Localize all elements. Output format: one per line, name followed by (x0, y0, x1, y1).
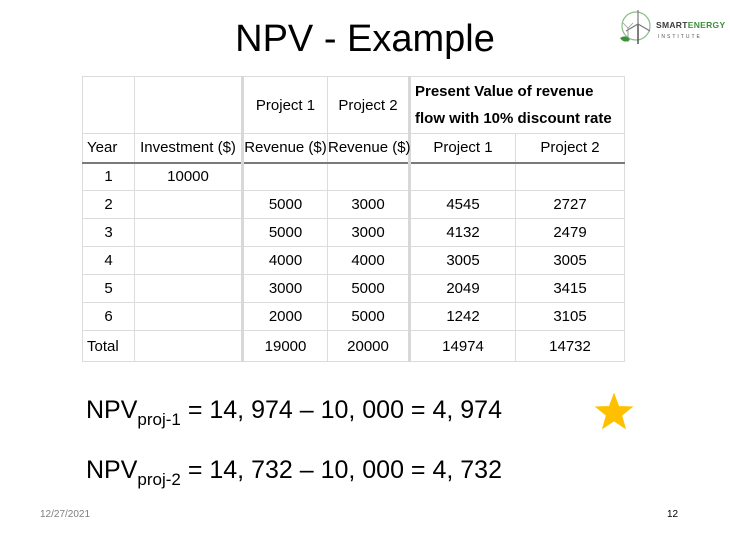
slide-date: 12/27/2021 (40, 509, 91, 520)
column-header-revenue-1: Revenue ($) (243, 134, 328, 163)
table-total-row (83, 331, 625, 362)
pv-2-cell: 3415 (516, 275, 625, 303)
table-top-header-row (83, 77, 625, 134)
star-icon (594, 392, 634, 432)
logo-word-smart: SMART (656, 20, 688, 30)
revenue-1-cell (243, 163, 328, 191)
npv-label: NPV (86, 396, 138, 424)
pv-2-cell: 2727 (516, 191, 625, 219)
table-row (83, 275, 625, 303)
table-column-header-row (83, 134, 625, 163)
pv-1-cell (410, 163, 516, 191)
total-investment-cell (135, 331, 243, 362)
revenue-2-cell: 5000 (328, 275, 410, 303)
slide-title: NPV - Example (235, 18, 495, 60)
npv-expression: = 14, 974 – 10, 000 = 4, 974 (180, 396, 502, 424)
project2-top-header: Project 2 (328, 77, 410, 134)
year-cell: 2 (83, 191, 135, 219)
column-header-pv-project-1: Project 1 (410, 134, 516, 163)
investment-cell (135, 275, 243, 303)
revenue-2-cell: 3000 (328, 219, 410, 247)
total-revenue-2-cell: 20000 (328, 331, 410, 362)
table-row (83, 303, 625, 331)
npv-project-2-formula (86, 456, 502, 490)
present-value-header: Present Value of revenue flow with 10% discount rate (410, 77, 625, 134)
logo-wordmark (656, 20, 725, 30)
table-row (83, 219, 625, 247)
project1-top-header: Project 1 (243, 77, 328, 134)
total-pv-1-cell: 14974 (410, 331, 516, 362)
npv-expression: = 14, 732 – 10, 000 = 4, 732 (180, 456, 502, 484)
total-label: Total (83, 331, 135, 362)
investment-cell (135, 191, 243, 219)
revenue-1-cell: 5000 (243, 191, 328, 219)
revenue-2-cell: 5000 (328, 303, 410, 331)
pv-1-cell: 2049 (410, 275, 516, 303)
column-header-revenue-2: Revenue ($) (328, 134, 410, 163)
total-pv-2-cell: 14732 (516, 331, 625, 362)
revenue-1-cell: 3000 (243, 275, 328, 303)
page-number: 12 (667, 509, 679, 520)
npv-project-1-formula (86, 396, 502, 430)
investment-cell (135, 303, 243, 331)
year-cell: 3 (83, 219, 135, 247)
table-row (83, 163, 625, 191)
revenue-1-cell: 2000 (243, 303, 328, 331)
investment-cell (135, 247, 243, 275)
wind-turbine-icon (616, 4, 656, 48)
year-cell: 5 (83, 275, 135, 303)
npv-table (82, 76, 625, 362)
column-header-year: Year (83, 134, 135, 163)
npv-subscript: proj-1 (137, 410, 181, 429)
column-header-pv-project-2: Project 2 (516, 134, 625, 163)
pv-2-cell (516, 163, 625, 191)
table-row (83, 247, 625, 275)
investment-cell (135, 219, 243, 247)
revenue-2-cell (328, 163, 410, 191)
npv-label: NPV (86, 456, 138, 484)
revenue-2-cell: 3000 (328, 191, 410, 219)
pv-2-cell: 3105 (516, 303, 625, 331)
year-cell: 4 (83, 247, 135, 275)
logo-subtitle: INSTITUTE (658, 34, 702, 40)
pv-2-cell: 2479 (516, 219, 625, 247)
table-cell (83, 77, 135, 134)
pv-1-cell: 4545 (410, 191, 516, 219)
revenue-2-cell: 4000 (328, 247, 410, 275)
npv-subscript: proj-2 (137, 470, 181, 489)
pv-1-cell: 4132 (410, 219, 516, 247)
smart-energy-logo (616, 4, 726, 48)
logo-word-energy: ENERGY (687, 20, 726, 30)
total-revenue-1-cell: 19000 (243, 331, 328, 362)
year-cell: 1 (83, 163, 135, 191)
pv-2-cell: 3005 (516, 247, 625, 275)
pv-1-cell: 1242 (410, 303, 516, 331)
pv-1-cell: 3005 (410, 247, 516, 275)
investment-cell: 10000 (135, 163, 243, 191)
column-header-investment: Investment ($) (135, 134, 243, 163)
table-cell (135, 77, 243, 134)
table-row (83, 191, 625, 219)
year-cell: 6 (83, 303, 135, 331)
revenue-1-cell: 5000 (243, 219, 328, 247)
revenue-1-cell: 4000 (243, 247, 328, 275)
